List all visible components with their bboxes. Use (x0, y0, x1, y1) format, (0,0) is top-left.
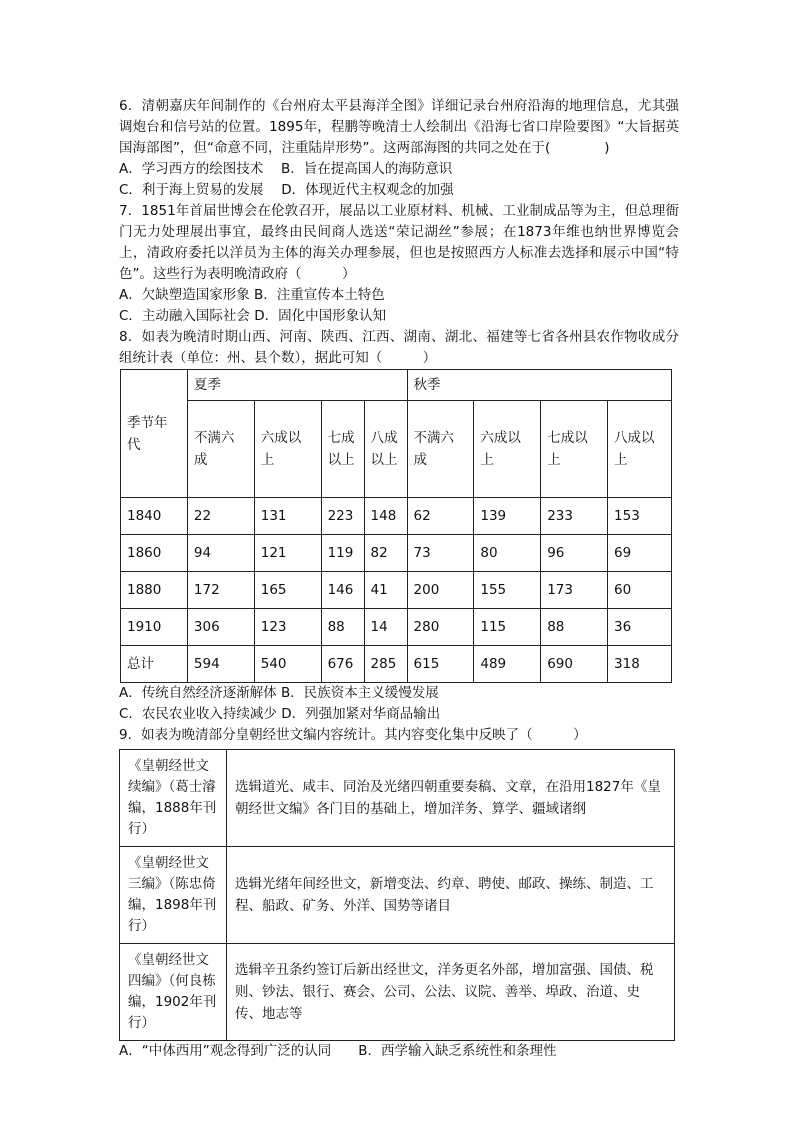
table-cell: 88 (541, 609, 608, 646)
column-header: 不满六成 (187, 401, 254, 498)
table-cell: 540 (254, 646, 321, 683)
row-label: 1910 (121, 609, 188, 646)
question-7-options-ab: A．欠缺塑造国家形象 B．注重宣传本土特色 (119, 287, 385, 303)
row-label: 1860 (121, 535, 188, 572)
table-row (121, 572, 672, 609)
table-cell: 146 (321, 572, 364, 609)
compilation-title: 《皇朝经世文三编》（陈忠倚编，1898年刊行） (120, 847, 227, 944)
question-8-options-cd: C．农民农业收入持续减少 D．列强加紧对华商品输出 (119, 706, 441, 722)
table-row (120, 847, 675, 944)
table-corner-header: 季节年代 (121, 370, 188, 498)
column-header: 不满六成 (407, 401, 474, 498)
compilation-content: 选辑辛丑条约签订后新出经世文，洋务更名外部，增加富强、国债、税则、钞法、银行、赛会、公司、公法、议院、善举、埠政、治道、史传、地志等 (227, 944, 675, 1041)
table-cell: 153 (608, 498, 672, 535)
table-cell: 139 (474, 498, 541, 535)
compilation-content: 选辑道光、咸丰、同治及光绪四朝重要奏稿、文章，在沿用1827年《皇朝经世文编》各门目的基础上，增加洋务、算学、疆域诸纲 (227, 750, 675, 847)
row-label: 1880 (121, 572, 188, 609)
table-cell: 14 (364, 609, 407, 646)
question-9-stem: 9．如表为晚清部分皇朝经世文编内容统计。其内容变化集中反映了（ ） (119, 727, 587, 743)
table-cell: 123 (254, 609, 321, 646)
table-cell: 173 (541, 572, 608, 609)
table-cell: 285 (364, 646, 407, 683)
table-cell: 88 (321, 609, 364, 646)
table-cell: 36 (608, 609, 672, 646)
compilation-table (119, 749, 675, 1041)
question-6-options-cd: C．利于海上贸易的发展 D．体现近代主权观念的加强 (119, 182, 454, 198)
table-row (120, 750, 675, 847)
row-label: 1840 (121, 498, 188, 535)
table-row (121, 646, 672, 683)
table-cell: 119 (321, 535, 364, 572)
table-cell: 594 (187, 646, 254, 683)
compilation-title: 《皇朝经世文四编》（何良栋编，1902年刊行） (120, 944, 227, 1041)
table-cell: 41 (364, 572, 407, 609)
table-cell: 62 (407, 498, 474, 535)
table-cell: 306 (187, 609, 254, 646)
table-cell: 165 (254, 572, 321, 609)
table-cell: 676 (321, 646, 364, 683)
table-row (121, 535, 672, 572)
summer-header: 夏季 (187, 370, 407, 401)
exam-page (119, 96, 679, 1062)
table-cell: 69 (608, 535, 672, 572)
table-cell: 73 (407, 535, 474, 572)
question-8-stem: 8．如表为晚清时期山西、河南、陕西、江西、湖南、湖北、福建等七省各州县农作物收成分组统计表（单位：州、县个数），据此可知（ ） (119, 329, 679, 366)
harvest-table (120, 369, 672, 683)
column-header: 七成以上 (541, 401, 608, 498)
table-cell: 280 (407, 609, 474, 646)
table-row (120, 944, 675, 1041)
table-cell: 172 (187, 572, 254, 609)
question-7-stem: 7．1851年首届世博会在伦敦召开，展品以工业原材料、机械、工业制成品等为主，但总理衙门无力处理展出事宜，最终由民间商人选送“荣记湖丝”参展；在1873年维也纳世界博览会上，清政府委托以洋员为主体的海关办理参展，但也是按照西方人标准去选择和展示中国“特色”。这些行为表明晚清政府（ ） (119, 203, 679, 282)
table-cell: 80 (474, 535, 541, 572)
table-cell: 22 (187, 498, 254, 535)
column-header: 八成以上 (364, 401, 407, 498)
table-cell: 155 (474, 572, 541, 609)
column-header: 七成以上 (321, 401, 364, 498)
column-header: 八成以上 (608, 401, 672, 498)
question-6-stem: 6．清朝嘉庆年间制作的《台州府太平县海洋全图》详细记录台州府沿海的地理信息，尤其强调炮台和信号站的位置。1895年，程鹏等晚清士人绘制出《沿海七省口岸险要图》“大旨据英国海部图”，但“命意不同，注重陆岸形势”。这两部海图的共同之处在于( ) (119, 98, 679, 156)
table-cell: 121 (254, 535, 321, 572)
table-cell: 96 (541, 535, 608, 572)
compilation-title: 《皇朝经世文续编》（葛士濬编，1888年刊行） (120, 750, 227, 847)
table-cell: 82 (364, 535, 407, 572)
question-7-options-cd: C．主动融入国际社会 D．固化中国形象认知 (119, 308, 387, 324)
autumn-header: 秋季 (407, 370, 671, 401)
table-cell: 60 (608, 572, 672, 609)
table-cell: 318 (608, 646, 672, 683)
table-cell: 615 (407, 646, 474, 683)
table-cell: 131 (254, 498, 321, 535)
table-row (121, 609, 672, 646)
question-9-options-ab: A．“中体西用”观念得到广泛的认同 B．西学输入缺乏系统性和条理性 (119, 1043, 557, 1059)
table-row (121, 498, 672, 535)
question-8-options-ab: A．传统自然经济逐渐解体 B．民族资本主义缓慢发展 (119, 685, 439, 701)
question-6-options-ab: A．学习西方的绘图技术 B．旨在提高国人的海防意识 (119, 161, 453, 177)
column-header: 六成以上 (254, 401, 321, 498)
row-label: 总计 (121, 646, 188, 683)
table-cell: 115 (474, 609, 541, 646)
table-cell: 489 (474, 646, 541, 683)
compilation-content: 选辑光绪年间经世文，新增变法、约章、聘使、邮政、操练、制造、工程、船政、矿务、外洋、国势等诸目 (227, 847, 675, 944)
table-cell: 233 (541, 498, 608, 535)
table-cell: 94 (187, 535, 254, 572)
table-cell: 200 (407, 572, 474, 609)
table-cell: 148 (364, 498, 407, 535)
column-header: 六成以上 (474, 401, 541, 498)
table-cell: 223 (321, 498, 364, 535)
table-cell: 690 (541, 646, 608, 683)
